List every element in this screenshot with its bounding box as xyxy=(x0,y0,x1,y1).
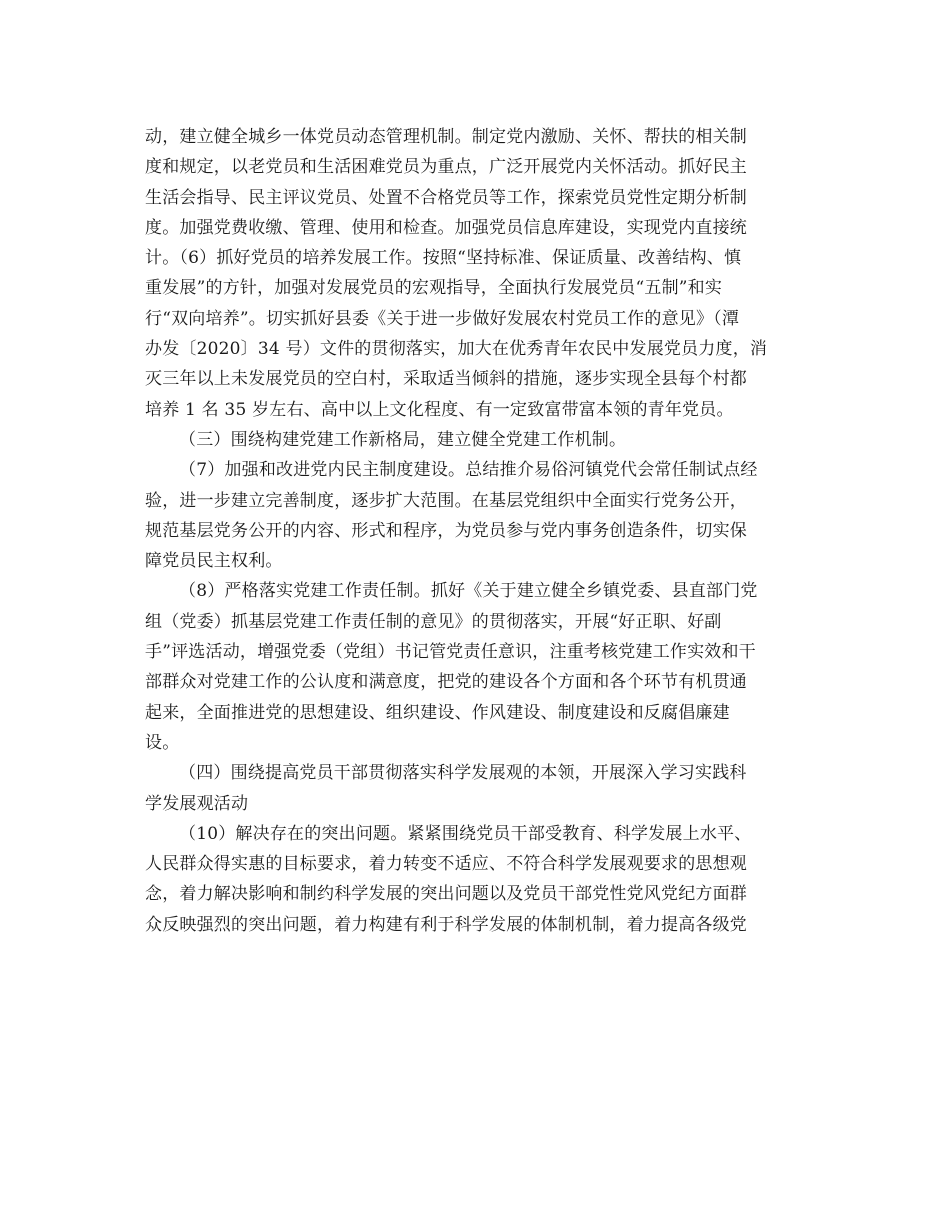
text-line: 人民群众得实惠的目标要求，着力转变不适应、不符合科学发展观要求的思想观 xyxy=(145,854,747,875)
text-line: 起来，全面推进党的思想建设、组织建设、作风建设、制度建设和反腐倡廉建 xyxy=(145,702,730,723)
text-line: 规范基层党务公开的内容、形式和程序，为党员参与党内事务创造条件，切实保 xyxy=(145,520,747,541)
text-line: 众反映强烈的突出问题，着力构建有利于科学发展的体制机制，着力提高各级党 xyxy=(145,914,747,935)
text-line: 念，着力解决影响和制约科学发展的突出问题以及党员干部党性党风党纪方面群 xyxy=(145,884,747,905)
text-line: （7）加强和改进党内民主制度建设。总结推介易俗河镇党代会常任制试点经 xyxy=(179,460,758,481)
text-line: 设。 xyxy=(145,732,180,753)
document-body xyxy=(145,122,805,940)
text-line: 灭三年以上未发展党员的空白村，采取适当倾斜的措施，逐步实现全县每个村都 xyxy=(145,369,747,390)
text-line: （三）围绕构建党建工作新格局，建立健全党建工作机制。 xyxy=(179,429,627,450)
text-line: 动，建立健全城乡一体党员动态管理机制。制定党内激励、关怀、帮扶的相关制 xyxy=(145,127,747,147)
text-line: 办发〔2020〕34 号）文件的贯彻落实，加大在优秀青年农民中发展党员力度，消 xyxy=(145,339,768,360)
text-line: 验，进一步建立完善制度，逐步扩大范围。在基层党组织中全面实行党务公开， xyxy=(145,490,747,511)
text-line: 学发展观活动 xyxy=(145,793,249,814)
text-line: （四）围绕提高党员干部贯彻落实科学发展观的本领，开展深入学习实践科 xyxy=(179,763,747,784)
text-line: （8）严格落实党建工作责任制。抓好《关于建立健全乡镇党委、县直部门党 xyxy=(179,581,758,602)
text-line: 生活会指导、民主评议党员、处置不合格党员等工作，探索党员党性定期分析制 xyxy=(145,187,747,208)
text-line: 部群众对党建工作的公认度和满意度，把党的建设各个方面和各个环节有机贯通 xyxy=(145,672,747,693)
text-line: 行“双向培养”。切实抓好县委《关于进一步做好发展农村党员工作的意见》（潭 xyxy=(145,308,740,329)
text-line: 手”评选活动，增强党委（党组）书记管党责任意识，注重考核党建工作实效和干 xyxy=(145,642,756,663)
text-line: 组（党委）抓基层党建工作责任制的意见》的贯彻落实，开展“好正职、好副 xyxy=(145,611,722,632)
text-line: 重发展”的方针，加强对发展党员的宏观指导，全面执行发展党员“五制”和实 xyxy=(145,278,723,299)
text-line: 障党员民主权利。 xyxy=(145,551,283,572)
text-line: （10）解决存在的突出问题。紧紧围绕党员干部受教育、科学发展上水平、 xyxy=(179,823,752,844)
text-line: 计。（6）抓好党员的培养发展工作。按照“坚持标准、保证质量、改善结构、慎 xyxy=(145,248,742,269)
text-line: 度和规定，以老党员和生活困难党员为重点，广泛开展党内关怀活动。抓好民主 xyxy=(145,157,747,178)
text-line: 度。加强党费收缴、管理、使用和检查。加强党员信息库建设，实现党内直接统 xyxy=(145,217,747,238)
text-line: 培养 1 名 35 岁左右、高中以上文化程度、有一定致富带富本领的青年党员。 xyxy=(145,399,734,420)
